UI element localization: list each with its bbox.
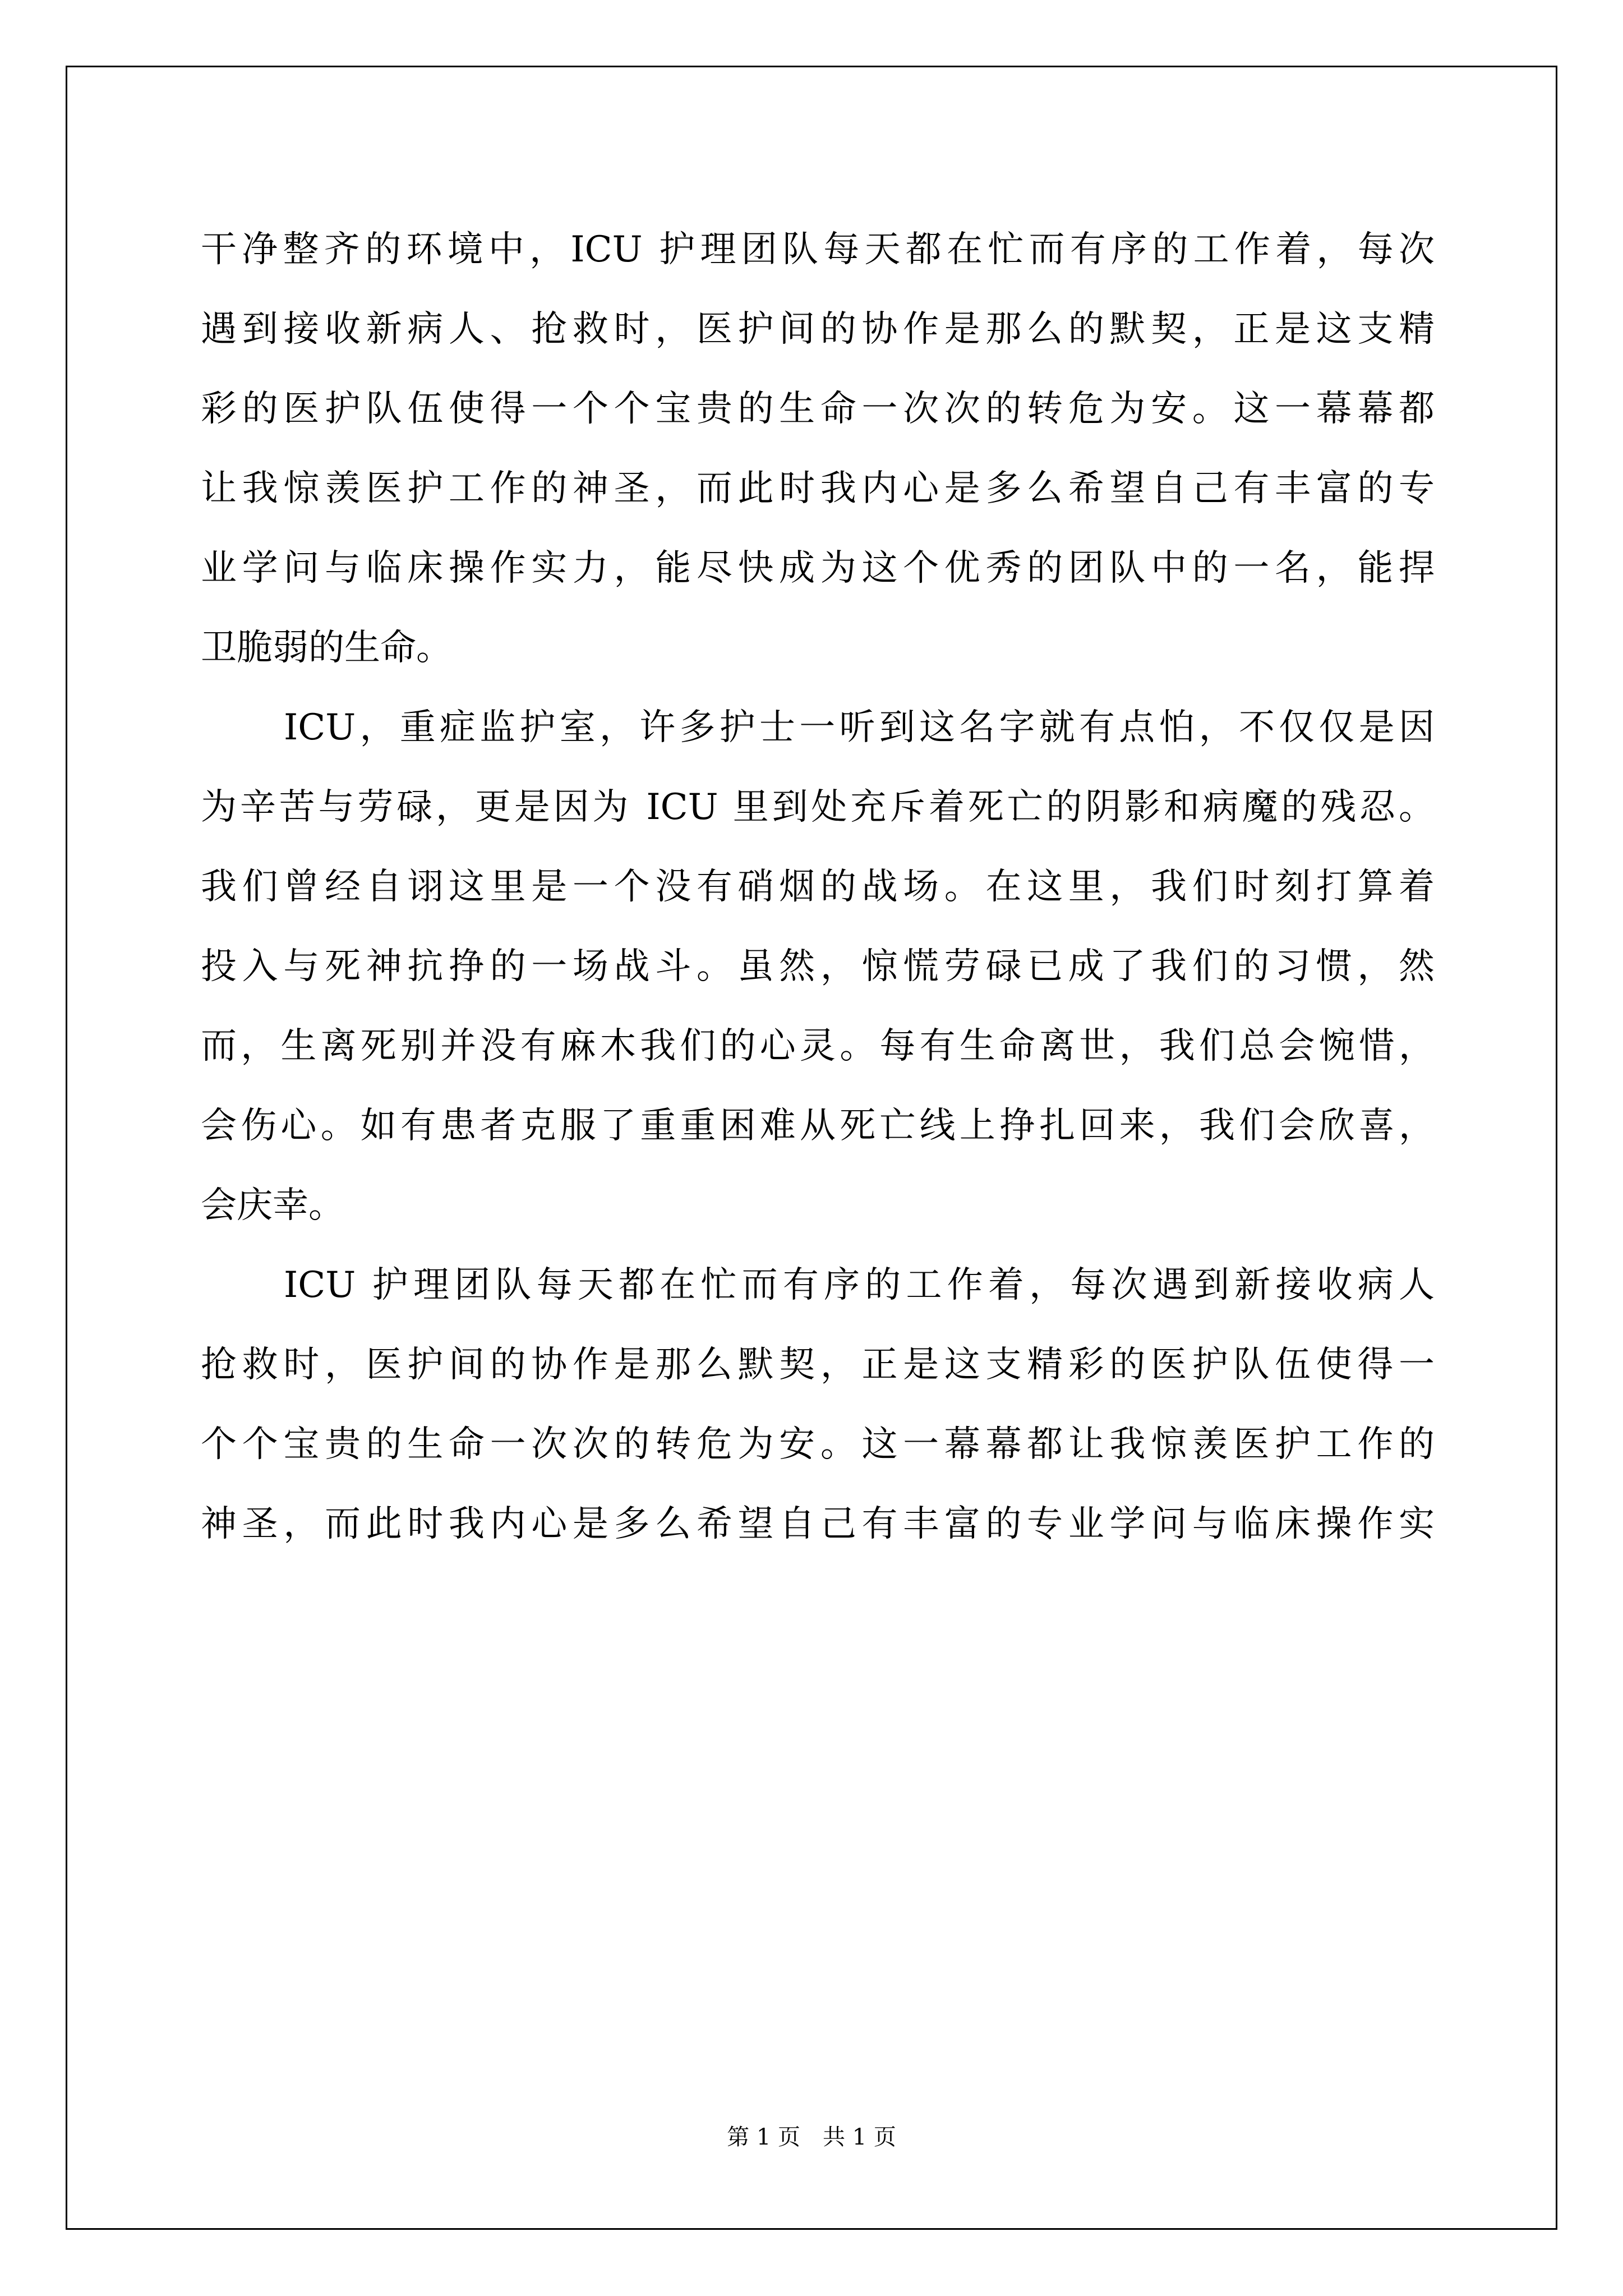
text-line: 神圣，而此时我内心是多么希望自己有丰富的专业学问与临床操作实 — [201, 1503, 1435, 1545]
text-line: 业学问与临床操作实力，能尽快成为这个优秀的团队中的一名，能捍 — [201, 547, 1435, 589]
page-footer: 第 1 页 共 1 页 — [727, 2124, 896, 2150]
text-line: 而，生离死别并没有麻木我们的心灵。每有生命离世，我们总会惋惜， — [201, 1025, 1435, 1067]
text-line: ICU 护理团队每天都在忙而有序的工作着，每次遇到新接收病人 — [284, 1264, 1435, 1306]
text-line: 卫脆弱的生命。 — [201, 627, 452, 669]
text-line: 为辛苦与劳碌，更是因为 ICU 里到处充斥着死亡的阴影和病魔的残忍。 — [201, 786, 1435, 828]
text-line: 彩的医护队伍使得一个个宝贵的生命一次次的转危为安。这一幕幕都 — [201, 388, 1435, 430]
text-line: ICU，重症监护室，许多护士一听到这名字就有点怕，不仅仅是因 — [284, 707, 1435, 748]
text-line: 遇到接收新病人、抢救时，医护间的协作是那么的默契，正是这支精 — [201, 309, 1435, 350]
text-line: 干净整齐的环境中，ICU 护理团队每天都在忙而有序的工作着，每次 — [201, 229, 1435, 270]
text-line: 投入与死神抗挣的一场战斗。虽然，惊慌劳碌已成了我们的习惯，然 — [201, 946, 1435, 987]
text-line: 我们曾经自诩这里是一个没有硝烟的战场。在这里，我们时刻打算着 — [201, 866, 1435, 908]
text-line: 个个宝贵的生命一次次的转危为安。这一幕幕都让我惊羡医护工作的 — [201, 1424, 1435, 1465]
text-line: 抢救时，医护间的协作是那么默契，正是这支精彩的医护队伍使得一 — [201, 1344, 1435, 1386]
text-line: 会庆幸。 — [201, 1185, 344, 1226]
text-line: 让我惊羡医护工作的神圣，而此时我内心是多么希望自己有丰富的专 — [201, 468, 1435, 509]
text-line: 会伤心。如有患者克服了重重困难从死亡线上挣扎回来，我们会欣喜， — [201, 1105, 1435, 1147]
